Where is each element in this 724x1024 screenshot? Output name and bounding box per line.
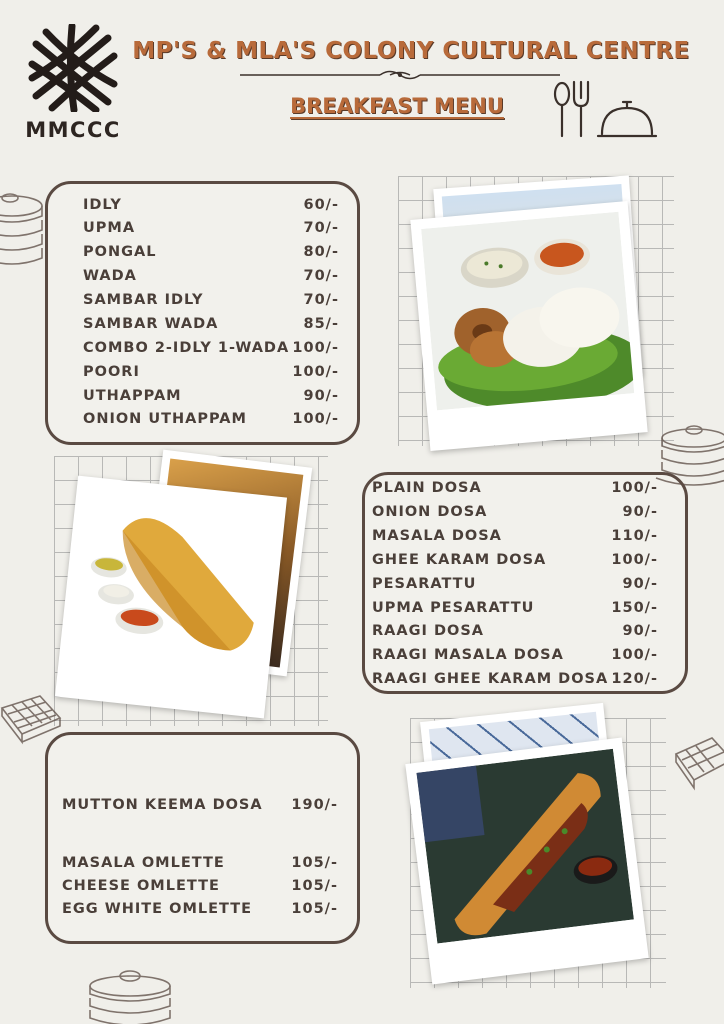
menu-item-price: 60/- xyxy=(303,197,339,213)
cloche-icon xyxy=(598,102,656,136)
menu-item-name: SAMBAR WADA xyxy=(83,316,219,332)
menu-item-row xyxy=(372,623,658,639)
menu-item-name: WADA xyxy=(83,268,137,284)
menu-item-name: IDLY xyxy=(83,197,122,213)
menu-item-name: MASALA OMLETTE xyxy=(62,855,225,871)
menu-item-name: PONGAL xyxy=(83,244,157,260)
waffle-icon-right xyxy=(672,730,724,794)
menu-item-row xyxy=(62,797,338,813)
photo-keema-dosa xyxy=(405,738,648,985)
menu-item-row xyxy=(372,647,658,663)
menu-item-row xyxy=(83,411,339,427)
menu-item-row xyxy=(372,552,658,568)
menu-item-price: 105/- xyxy=(291,901,338,917)
menu-item-name: UPMA PESARATTU xyxy=(372,600,535,616)
menu-item-price: 120/- xyxy=(611,671,658,687)
menu-item-row xyxy=(83,292,339,308)
menu-item-row xyxy=(372,504,658,520)
menu-item-price: 110/- xyxy=(611,528,658,544)
menu-item-row xyxy=(83,340,339,356)
menu-item-price: 100/- xyxy=(292,364,339,380)
menu-item-name: RAAGI DOSA xyxy=(372,623,484,639)
cutlery-icon xyxy=(550,80,660,142)
logo-lattice-icon xyxy=(26,24,118,112)
menu-item-row xyxy=(83,220,339,236)
menu-item-price: 100/- xyxy=(611,480,658,496)
menu-item-row xyxy=(372,528,658,544)
menu-item-name: MUTTON KEEMA DOSA xyxy=(62,797,263,813)
photo-idly-wada xyxy=(410,201,647,451)
page-title: MP'S & MLA'S COLONY CULTURAL CENTRE xyxy=(132,38,690,64)
fork-icon xyxy=(574,82,588,136)
menu-item-row xyxy=(372,671,658,687)
menu-item-name: CHEESE OMLETTE xyxy=(62,878,220,894)
menu-item-price: 90/- xyxy=(622,576,658,592)
ornament-divider xyxy=(240,66,560,84)
menu-item-price: 70/- xyxy=(303,220,339,236)
menu-item-price: 90/- xyxy=(622,504,658,520)
menu-item-price: 100/- xyxy=(292,411,339,427)
menu-item-name: UPMA xyxy=(83,220,136,236)
menu-item-name: MASALA DOSA xyxy=(372,528,502,544)
photo-masala-dosa xyxy=(55,476,287,719)
pancake-stack-icon xyxy=(0,186,46,278)
pancake-stack-icon-right xyxy=(654,420,724,496)
menu-item-price: 90/- xyxy=(622,623,658,639)
menu-item-row xyxy=(83,316,339,332)
menu-item-name: RAAGI MASALA DOSA xyxy=(372,647,564,663)
menu-item-row xyxy=(83,364,339,380)
menu-item-row xyxy=(372,480,658,496)
menu-item-price: 100/- xyxy=(611,552,658,568)
menu-item-price: 85/- xyxy=(303,316,339,332)
menu-item-row xyxy=(62,855,338,871)
idly-wada-image xyxy=(421,212,634,411)
menu-item-name: ONION DOSA xyxy=(372,504,488,520)
menu-item-price: 70/- xyxy=(303,292,339,308)
menu-item-price: 150/- xyxy=(611,600,658,616)
menu-item-name: PLAIN DOSA xyxy=(372,480,482,496)
menu-item-price: 80/- xyxy=(303,244,339,260)
menu-item-name: EGG WHITE OMLETTE xyxy=(62,901,253,917)
menu-item-name: PESARATTU xyxy=(372,576,477,592)
menu-subtitle: BREAKFAST MENU xyxy=(290,94,504,118)
menu-item-price: 100/- xyxy=(611,647,658,663)
menu-item-price: 70/- xyxy=(303,268,339,284)
menu-item-name: COMBO 2-IDLY 1-WADA xyxy=(83,340,290,356)
menu-item-name: RAAGI GHEE KARAM DOSA xyxy=(372,671,609,687)
menu-item-price: 105/- xyxy=(291,878,338,894)
menu-item-row xyxy=(83,244,339,260)
menu-item-price: 100/- xyxy=(292,340,339,356)
spoon-icon xyxy=(555,83,569,105)
menu-item-row xyxy=(62,878,338,894)
menu-item-price: 190/- xyxy=(291,797,338,813)
menu-item-name: SAMBAR IDLY xyxy=(83,292,204,308)
menu-item-row xyxy=(62,901,338,917)
menu-item-price: 90/- xyxy=(303,388,339,404)
menu-item-name: POORI xyxy=(83,364,140,380)
menu-item-row xyxy=(83,197,339,213)
menu-item-name: ONION UTHAPPAM xyxy=(83,411,247,427)
menu-item-name: UTHAPPAM xyxy=(83,388,182,404)
menu-item-row xyxy=(83,388,339,404)
menu-item-row xyxy=(83,268,339,284)
menu-item-row xyxy=(372,600,658,616)
pancake-stack-icon-bottom xyxy=(82,966,178,1024)
masala-dosa-image xyxy=(69,487,276,678)
keema-dosa-image xyxy=(416,749,633,944)
menu-item-name: GHEE KARAM DOSA xyxy=(372,552,547,568)
waffle-icon xyxy=(0,688,62,752)
menu-item-price: 105/- xyxy=(291,855,338,871)
logo-text: MMCCC xyxy=(25,118,121,142)
menu-item-row xyxy=(372,576,658,592)
